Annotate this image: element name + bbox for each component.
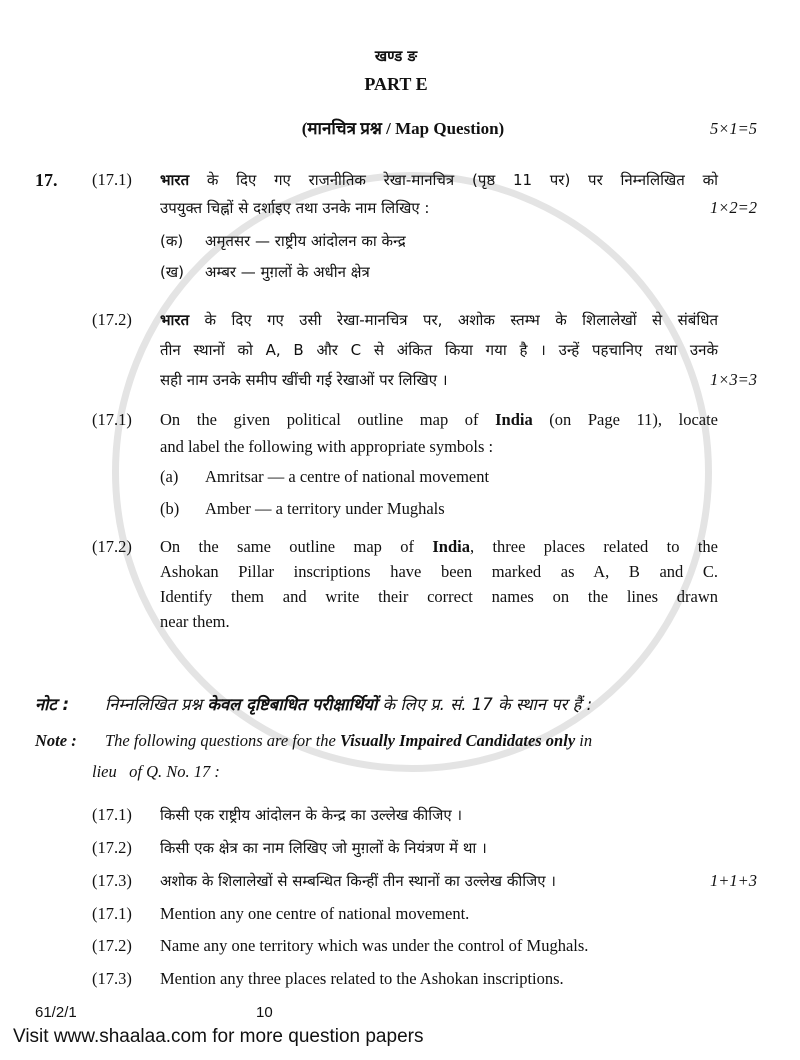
note-label: Note :	[35, 731, 77, 750]
text: in	[575, 731, 593, 750]
question-text: Ashokan Pillar inscriptions have been marked as A, B and C.	[160, 562, 718, 581]
footer-link[interactable]: Visit www.shaalaa.com for more question papers	[13, 1026, 424, 1047]
part-title: PART E	[364, 74, 428, 94]
subq-number: (17.1)	[92, 805, 132, 824]
note-text: lieu of Q. No. 17 :	[92, 762, 220, 781]
subq-number: (17.2)	[92, 537, 132, 556]
text: निम्नलिखित प्रश्न	[105, 695, 208, 714]
bold-text: India	[495, 410, 533, 429]
marks: 1+1+3	[709, 871, 757, 890]
item-label: (क)	[160, 232, 184, 250]
note-text	[105, 731, 757, 751]
page-number: 10	[256, 1004, 273, 1021]
subq-number: (17.2)	[92, 838, 132, 857]
item-label: (b)	[160, 499, 180, 518]
question-text: किसी एक राष्ट्रीय आंदोलन के केन्द्र का उल्लेख कीजिए ।	[160, 806, 463, 824]
question-text: Name any one territory which was under the control of Mughals.	[160, 936, 589, 955]
question-text	[160, 410, 718, 430]
item-text: Amber — a territory under Mughals	[205, 499, 445, 518]
question-text: अशोक के शिलालेखों से सम्बन्धित किन्हीं तीन स्थानों का उल्लेख कीजिए ।	[160, 872, 556, 890]
paper-code: 61/2/1	[35, 1004, 77, 1021]
subq-number: (17.1)	[92, 410, 132, 429]
item-text: अमृतसर — राष्ट्रीय आंदोलन का केन्द्र	[205, 232, 406, 250]
question-text	[160, 537, 718, 557]
subq-number: (17.2)	[92, 310, 132, 329]
section-subtitle: (मानचित्र प्रश्न / Map Question)	[301, 119, 505, 138]
item-text: Amritsar — a centre of national movement	[205, 467, 490, 486]
question-text: Identify them and write their correct names on the lines drawn	[160, 587, 718, 606]
note-label-hindi: नोट :	[35, 695, 70, 714]
bold-text: India	[432, 537, 470, 556]
question-text: सही नाम उनके समीप खींची गई रेखाओं पर लिखिए ।	[160, 371, 448, 389]
text: On the given political outline map of	[160, 410, 496, 429]
subq-number: (17.2)	[92, 936, 132, 955]
text: , three places related to the	[469, 537, 718, 556]
text: के दिए गए उसी रेखा-मानचित्र पर, अशोक स्तम्भ के शिलालेखों से संबंधित	[189, 311, 718, 329]
subq-number: (17.3)	[92, 969, 132, 988]
question-text: तीन स्थानों को A, B और C से अंकित किया गया है । उन्हें पहचानिए तथा उनके	[160, 341, 718, 359]
text: On the same outline map of	[160, 537, 433, 556]
text: के दिए गए राजनीतिक रेखा-मानचित्र (पृष्ठ 11 पर) पर निम्नलिखित को	[189, 171, 718, 189]
text: के लिए प्र. सं. 17 के स्थान पर हैं :	[377, 695, 593, 714]
subq-number: (17.1)	[92, 170, 132, 189]
question-text: Mention any three places related to the Ashokan inscriptions.	[160, 969, 564, 988]
note-text-hindi	[105, 695, 757, 715]
text: (on Page 11), locate	[532, 410, 719, 429]
hindi-section-title: खण्ड ङ	[374, 47, 418, 65]
question-text	[160, 310, 718, 330]
bold-text: भारत	[160, 311, 190, 329]
item-label: (a)	[160, 467, 179, 486]
bold-text: Visually Impaired Candidates only	[339, 731, 576, 750]
text: The following questions are for the	[105, 731, 340, 750]
question-text: उपयुक्त चिह्नों से दर्शाइए तथा उनके नाम लिखिए :	[160, 199, 430, 217]
marks: 1×2=2	[709, 198, 757, 217]
section-marks: 5×1=5	[709, 119, 757, 138]
question-number: 17.	[35, 170, 58, 190]
question-text: किसी एक क्षेत्र का नाम लिखिए जो मुग़लों के नियंत्रण में था ।	[160, 839, 487, 857]
marks: 1×3=3	[709, 370, 757, 389]
subq-number: (17.3)	[92, 871, 132, 890]
item-label: (ख)	[160, 263, 184, 281]
bold-text: भारत	[160, 171, 190, 189]
question-text	[160, 170, 718, 190]
bold-text: केवल दृष्टिबाधित परीक्षार्थियों	[207, 695, 378, 714]
question-text: and label the following with appropriate symbols :	[160, 437, 494, 456]
question-text: Mention any one centre of national movement.	[160, 904, 470, 923]
subq-number: (17.1)	[92, 904, 132, 923]
question-text: near them.	[160, 612, 230, 631]
item-text: अम्बर — मुग़लों के अधीन क्षेत्र	[205, 263, 370, 281]
